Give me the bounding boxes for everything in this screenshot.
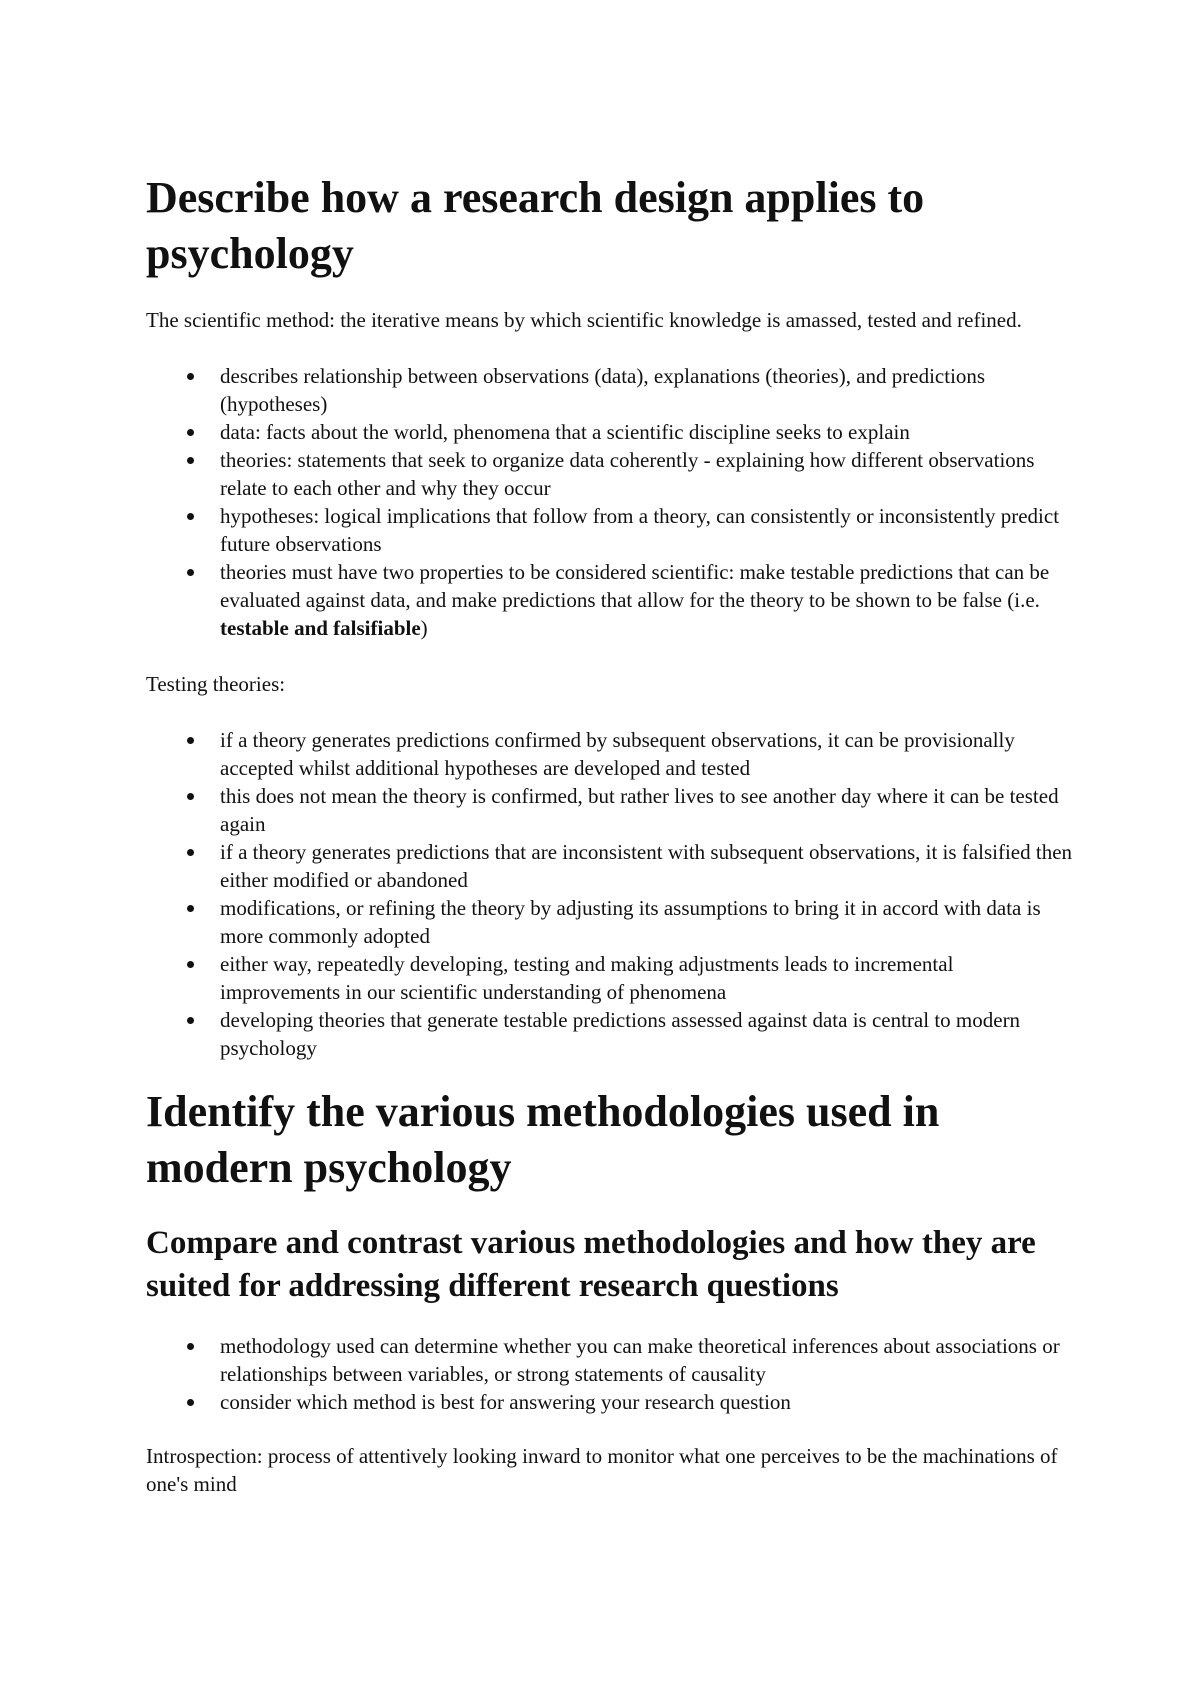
section-heading-research-design: Describe how a research design applies to psychology [146, 173, 925, 278]
list-item: hypotheses: logical implications that follow from a theory, can consistently or inconsistently predict future observations [146, 502, 1076, 558]
list-item-text-end: ) [420, 616, 428, 640]
list-item: developing theories that generate testable predictions assessed against data is central to modern psychology [146, 1006, 1076, 1062]
introspection-paragraph: Introspection: process of attentively looking inward to monitor what one perceives to be the machinations of one's mind [146, 1444, 1058, 1496]
list-item: if a theory generates predictions confirmed by subsequent observations, it can be provisionally accepted whilst additional hypotheses are developed and tested [146, 726, 1076, 782]
list-item: either way, repeatedly developing, testing and making adjustments leads to incremental improvements in our scientific understanding of phenomena [146, 950, 1076, 1006]
testing-theories-list [146, 726, 1076, 1062]
list-item [146, 558, 1076, 642]
testing-theories-label: Testing theories: [146, 672, 286, 696]
list-item-text: theories must have two properties to be considered scientific: make testable predictions that can be evaluated against data, and make predictions that allow for the theory to be shown to be false (i.e. [220, 560, 1050, 612]
scientific-method-paragraph: The scientific method: the iterative means by which scientific knowledge is amassed, tested and refined. [146, 308, 1022, 332]
list-item: this does not mean the theory is confirmed, but rather lives to see another day where it can be tested again [146, 782, 1076, 838]
bold-term: testable and falsifiable [220, 616, 421, 640]
list-item: modifications, or refining the theory by adjusting its assumptions to bring it in accord with data is more commonly adopted [146, 894, 1076, 950]
methodology-list [146, 1332, 1076, 1416]
document-page [146, 170, 1076, 1498]
list-item: methodology used can determine whether you can make theoretical inferences about associations or relationships between variables, or strong statements of causality [146, 1332, 1076, 1388]
scientific-method-list [146, 362, 1076, 642]
subheading-compare-methodologies: Compare and contrast various methodologies and how they are suited for addressing different research questions [146, 1225, 1036, 1304]
list-item: describes relationship between observations (data), explanations (theories), and predictions (hypotheses) [146, 362, 1076, 418]
list-item: consider which method is best for answering your research question [146, 1388, 1076, 1416]
list-item: if a theory generates predictions that are inconsistent with subsequent observations, it is falsified then either modified or abandoned [146, 838, 1076, 894]
section-heading-methodologies: Identify the various methodologies used in modern psychology [146, 1087, 940, 1192]
list-item: data: facts about the world, phenomena that a scientific discipline seeks to explain [146, 418, 1076, 446]
list-item: theories: statements that seek to organize data coherently - explaining how different observations relate to each other and why they occur [146, 446, 1076, 502]
